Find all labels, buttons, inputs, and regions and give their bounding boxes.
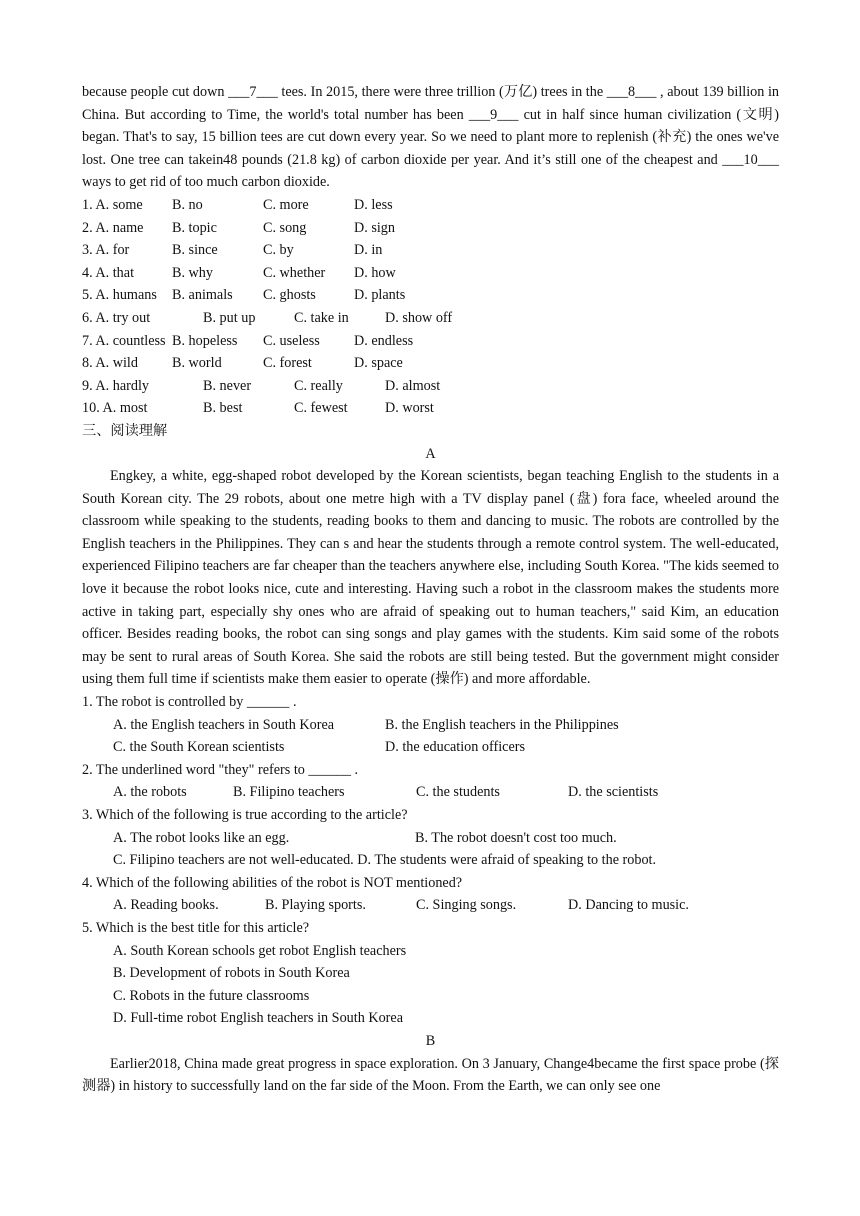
option-row xyxy=(82,239,779,262)
question-stem: 3. Which of the following is true according to the article? xyxy=(82,807,408,823)
option-d: D. worst xyxy=(385,400,434,417)
option-c: C. whether xyxy=(263,264,326,281)
option-d: D. the scientists xyxy=(568,784,659,801)
option-d: D. Dancing to music. xyxy=(568,897,689,914)
question-stem: 2. The underlined word "they" refers to ______ . xyxy=(82,761,359,778)
option-row xyxy=(82,849,779,872)
option-b: B. world xyxy=(172,355,222,372)
option-c: C. ghosts xyxy=(263,287,316,304)
option-b: B. Playing sports. xyxy=(265,897,366,914)
option-c: C. fewest xyxy=(294,400,348,417)
question-stem: 1. The robot is controlled by ______ . xyxy=(82,694,297,711)
option-row xyxy=(82,194,779,217)
option-c: C. really xyxy=(294,377,343,394)
option-c: C. Filipino teachers are not well-educated. xyxy=(113,852,354,869)
option-a: 7. A. countless xyxy=(82,332,166,349)
option-c: C. by xyxy=(263,242,294,259)
option-b: B. The robot doesn't cost too much. xyxy=(415,829,617,846)
option-row xyxy=(82,307,779,330)
option-a: 4. A. that xyxy=(82,264,135,281)
option-b: B. since xyxy=(172,242,218,259)
option-b: B. best xyxy=(203,400,243,417)
question-5 xyxy=(82,917,779,1030)
option-d: D. almost xyxy=(385,377,441,394)
option-d: D. The students were afraid of speaking to the robot. xyxy=(357,852,657,869)
passage-b-text: Earlier2018, China made great progress in space exploration. On 3 January, Change4became the first space probe (探测器) in history to successfully land on the far side of the Moon. From the Earth, we can only see one xyxy=(82,1055,779,1095)
option-c: C. song xyxy=(263,219,307,236)
option-d: D. plants xyxy=(354,287,406,304)
option-d: D. endless xyxy=(354,332,414,349)
option-a: 6. A. try out xyxy=(82,309,151,326)
option-a: 5. A. humans xyxy=(82,287,157,304)
option-a: 10. A. most xyxy=(82,400,148,417)
question-stem: 5. Which is the best title for this article? xyxy=(82,919,310,936)
option-row xyxy=(82,352,779,375)
question-2 xyxy=(82,759,779,804)
option-a: 8. A. wild xyxy=(82,355,138,372)
option-d: D. less xyxy=(354,196,393,213)
option-row xyxy=(82,262,779,285)
option-row xyxy=(82,284,779,307)
option-b: B. never xyxy=(203,377,252,394)
option-a: 2. A. name xyxy=(82,219,144,236)
cloze-options xyxy=(82,194,779,420)
option-d: D. sign xyxy=(354,219,395,236)
question-stem: 4. Which of the following abilities of the robot is NOT mentioned? xyxy=(82,874,463,891)
question-3 xyxy=(82,804,779,872)
option-b: B. the English teachers in the Philippines xyxy=(385,716,619,733)
option-b: B. Development of robots in South Korea xyxy=(113,965,350,982)
option-row xyxy=(82,894,779,917)
option-a: A. the robots xyxy=(113,784,187,801)
option-row xyxy=(82,397,779,420)
option-c: C. Robots in the future classrooms xyxy=(113,987,310,1004)
option-row xyxy=(82,375,779,398)
option-d: D. in xyxy=(354,242,383,259)
option-a: A. The robot looks like an egg. xyxy=(113,829,290,846)
option-row xyxy=(82,827,779,850)
option-a: A. Reading books. xyxy=(113,897,219,914)
option-row xyxy=(82,781,779,804)
option-c: C. the South Korean scientists xyxy=(113,739,285,756)
option-d: D. the education officers xyxy=(385,739,525,756)
option-d: D. show off xyxy=(385,309,453,326)
option-d: D. Full-time robot English teachers in South Korea xyxy=(113,1010,404,1027)
exam-page xyxy=(82,81,779,1098)
option-b: B. topic xyxy=(172,219,217,236)
section-heading: 三、阅读理解 xyxy=(82,422,168,439)
passage-a-text: Engkey, a white, egg-shaped robot developed by the Korean scientists, began teaching English to the students in a South Korean city. The 29 robots, about one metre high with a TV display panel (盘) fora face, wheeled around the classroom while speaking to the students, reading books to them and dancing to music. The robots are controlled by the English teachers in the Philippines. They can s and hear the students through a remote control system. The well-educated, experienced Filipino teachers are far cheaper than the teachers anywhere else, including South Korea. "The kids seemed to love it because the robot looks nice, cute and interesting. Having such a robot in the classroom makes the students more active in taking part, especially shy ones who are afraid of speaking out to human teachers," said Kim, an education officer. Besides reading books, the robot can sing songs and play games with the students. Kim said some of the robots may be sent to rural areas of South Korea. She said the robots are still being tested. But the government might consider using them full time if scientists make them easier to operate (操作) and more affordable. xyxy=(82,468,779,688)
option-c: C. useless xyxy=(263,332,320,349)
option-row xyxy=(82,217,779,240)
option-c: C. Singing songs. xyxy=(416,897,517,914)
question-4 xyxy=(82,872,779,917)
option-b: B. hopeless xyxy=(172,332,238,349)
option-b: B. animals xyxy=(172,287,233,304)
option-a: 3. A. for xyxy=(82,242,130,259)
option-b: B. no xyxy=(172,196,203,213)
option-d: D. space xyxy=(354,355,403,372)
question-1 xyxy=(82,691,779,759)
passage-b-label: B xyxy=(425,1032,436,1049)
option-a: A. South Korean schools get robot English teachers xyxy=(113,942,407,959)
passage-a-label: A xyxy=(425,445,436,462)
option-c: C. forest xyxy=(263,355,312,372)
option-a: A. the English teachers in South Korea xyxy=(113,716,335,733)
option-b: B. Filipino teachers xyxy=(233,784,345,801)
option-a: 1. A. some xyxy=(82,196,143,213)
cloze-passage-end: because people cut down ___7___ tees. In 2015, there were three trillion (万亿) trees in the ___8___ , about 139 billion in China. But according to Time, the world's total number has been ___9___ cut in half since human civilization (文明) began. That's to say, 15 billion tees are cut down every year. So we need to plant more to replenish (补充) the ones we've lost. One tree can takein48 pounds (21.8 kg) of carbon dioxide per year. And it’s still one of the cheapest and ___10___ ways to get rid of too much carbon dioxide. xyxy=(82,84,779,191)
option-a: 9. A. hardly xyxy=(82,377,149,394)
option-b: B. put up xyxy=(203,309,256,326)
option-row xyxy=(82,330,779,353)
option-row xyxy=(82,736,779,759)
option-c: C. take in xyxy=(294,309,349,326)
option-c: C. more xyxy=(263,196,309,213)
option-d: D. how xyxy=(354,264,396,281)
option-row xyxy=(82,714,779,737)
option-b: B. why xyxy=(172,264,213,281)
option-c: C. the students xyxy=(416,784,500,801)
